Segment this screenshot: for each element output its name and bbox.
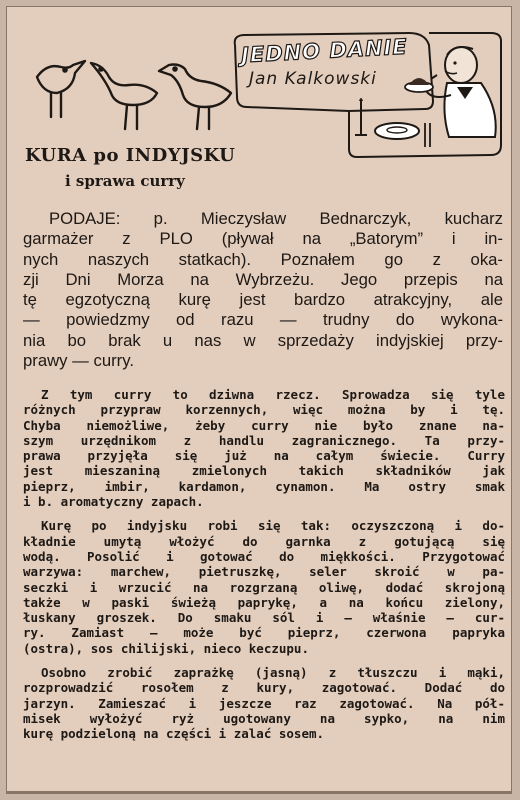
article-body xyxy=(23,387,505,751)
text-line: prawa przyjęła się już na całym świecie. Curry xyxy=(23,448,505,464)
text-line: kurę podzieloną na części i zalać sosem. xyxy=(23,726,325,742)
text-line: PODAJE: p. Mieczysław Bednarczyk, kucharz xyxy=(49,209,503,228)
text-line: Z tym curry to dziwna rzecz. Sprowadza się tyle xyxy=(41,387,505,402)
text-line: rozprowadzić rosołem z kury, zagotować. Dodać do xyxy=(23,680,505,696)
text-line: różnych przypraw korzennych, więc można by i tę. xyxy=(23,402,505,418)
text-line: nia bo brak u nas w sprzedaży indyjskiej przy- xyxy=(23,330,503,350)
birds-illustration xyxy=(29,55,249,135)
text-line: misek wyłożyć ryż ugotowany na sypko, na nim xyxy=(23,710,505,726)
text-line: prawy — curry. xyxy=(23,351,134,371)
text-line: i b. aromatyczny zapach. xyxy=(23,494,204,510)
column-header xyxy=(229,31,505,159)
text-line: nych naszych statkach). Poznałem go z oka- xyxy=(23,249,503,269)
text-line: Osobno zrobić zaprażkę (jasną) z tłuszczu i mąki, xyxy=(41,665,505,681)
column-title: JEDNO DANIE xyxy=(240,34,409,68)
article-lead xyxy=(23,209,503,371)
text-line: ry. Zamiast — może być pieprz, czerwona papryka xyxy=(23,625,505,641)
text-line: tę egzotyczną kurę jest bardzo atrakcyjny, ale xyxy=(23,290,503,310)
text-line: jarzyn. Zamieszać i jeszcze raz zagotować. Na pół- xyxy=(23,695,505,711)
article-title: KURA po INDYJSKU xyxy=(25,145,236,166)
text-line: Chyba niemożliwe, żeby curry nie było znane na- xyxy=(23,417,505,433)
article-subtitle: i sprawa curry xyxy=(65,172,185,190)
paragraph-curry xyxy=(23,387,505,509)
text-line: garmażer z PLO (pływał na „Batorym” i in- xyxy=(23,229,503,249)
text-line: łuskany groszek. Do smaku sól i — właśnie — cur- xyxy=(23,610,505,626)
text-line: warzywa: marchew, pietruszkę, seler skroić w pa- xyxy=(23,564,505,580)
paragraph-recipe xyxy=(23,518,505,656)
text-line: Kurę po indyjsku robi się tak: oczyszczoną i do- xyxy=(41,518,505,534)
text-line: pieprz, imbir, kardamon, cynamon. Ma ostry smak xyxy=(23,478,505,494)
newspaper-clipping xyxy=(6,6,512,794)
text-line: szym urzędnikom z handlu zagranicznego. Ta przy- xyxy=(23,432,505,448)
text-line: zji Dni Morza na Wybrzeżu. Jego przepis na xyxy=(23,269,503,289)
text-line: (ostra), sos chilijski, nieco keczupu. xyxy=(23,640,309,656)
column-author: Jan Kalkowski xyxy=(249,69,377,89)
text-line: jest mieszaniną zmielonych takich składników jak xyxy=(23,463,505,479)
text-line: — powiedzmy od razu — trudny do wykona- xyxy=(23,310,503,330)
bottom-rule xyxy=(7,791,511,793)
text-line: także w paski świeżą paprykę, a na końcu zielony, xyxy=(23,594,505,610)
text-line: kładnie umytą włożyć do garnka z gotującą się xyxy=(23,533,505,549)
paragraph-sauce xyxy=(23,665,505,741)
text-line: seczki i wrzucić na rozgrzaną oliwę, dodać skrojoną xyxy=(23,579,505,595)
text-line: wodą. Posolić i gotować do miękkości. Przygotować xyxy=(23,548,505,564)
